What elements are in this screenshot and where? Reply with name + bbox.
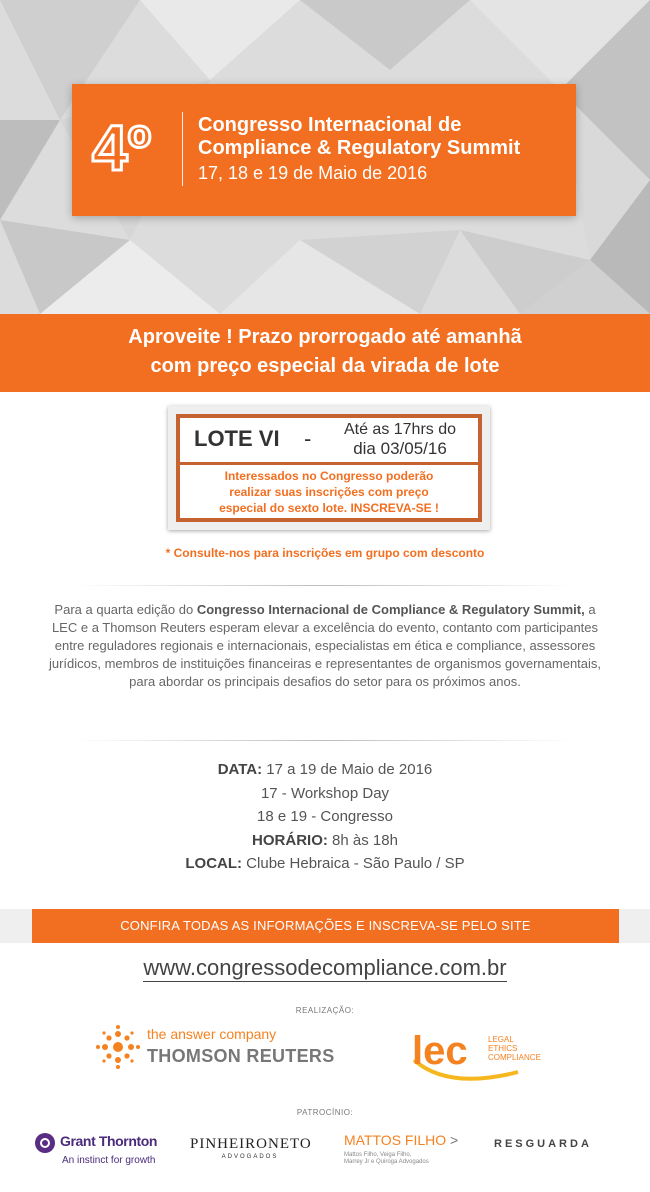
pinheiro-neto-logo[interactable] bbox=[190, 1128, 320, 1172]
pn-subtitle: ADVOGADOS bbox=[221, 1154, 279, 1160]
rs-name: RESGUARDA bbox=[494, 1138, 592, 1150]
event-dates: 17, 18 e 19 de Maio de 2016 bbox=[198, 163, 428, 183]
edition-number: 4º bbox=[92, 112, 151, 184]
promo-banner bbox=[0, 314, 650, 392]
chevron-right-icon: > bbox=[450, 1132, 459, 1148]
pn-name: PINHEIRONETO bbox=[190, 1136, 312, 1152]
realizacao-label: REALIZAÇÃO: bbox=[295, 1006, 355, 1015]
resguarda-logo[interactable] bbox=[494, 1128, 624, 1172]
mattos-filho-logo[interactable] bbox=[344, 1128, 474, 1172]
thomson-reuters-logo[interactable] bbox=[95, 1022, 335, 1072]
event-title-card bbox=[72, 84, 576, 216]
lec-line3: COMPLIANCE bbox=[488, 1053, 541, 1062]
title-divider bbox=[182, 112, 183, 186]
detail-time-value: 8h às 18h bbox=[327, 831, 398, 849]
group-discount-note: * Consulte-nos para inscrições em grupo com desconto bbox=[165, 546, 485, 560]
lote-separator bbox=[180, 462, 478, 465]
grant-thornton-icon bbox=[34, 1132, 56, 1154]
lote-deadline-line1: Até as 17hrs do bbox=[343, 421, 457, 438]
detail-location-label: LOCAL: bbox=[185, 855, 243, 872]
patrocinio-label: PATROCÍNIO: bbox=[296, 1108, 354, 1117]
lote-header bbox=[180, 418, 478, 460]
cta-button[interactable]: CONFIRA TODAS AS INFORMAÇÕES E INSCREVA-SE PELO SITE bbox=[32, 909, 619, 943]
event-details bbox=[0, 758, 650, 876]
mf-subtitle-line1: Mattos Filho, Veiga Filho, bbox=[344, 1152, 412, 1158]
lec-line2: ETHICS bbox=[488, 1044, 518, 1053]
hero-banner bbox=[0, 0, 650, 314]
mf-name-text: MATTOS FILHO bbox=[344, 1132, 447, 1148]
tr-tagline: the answer company bbox=[147, 1026, 277, 1042]
lote-label: LOTE VI bbox=[194, 426, 280, 451]
event-title-line2: Compliance & Regulatory Summit bbox=[198, 137, 521, 159]
edition-number-logo bbox=[90, 106, 180, 186]
thomson-reuters-icon bbox=[95, 1024, 141, 1070]
grant-thornton-logo[interactable] bbox=[34, 1128, 164, 1172]
intro-post: a LEC e a Thomson Reuters esperam elevar a excelência do evento, contanto com participantes entre reguladores regionais e internacionais, especialistas em ética e compliance, assessores jurídicos, membros de instituições financeiras e representantes de organismos governamentais, para abordar os principais desafios do setor para os próximos anos. bbox=[48, 602, 602, 689]
lec-logo[interactable] bbox=[408, 1020, 568, 1084]
mf-subtitle-line2: Marrey Jr e Quiroga Advogados bbox=[344, 1159, 429, 1165]
detail-date-label: DATA: bbox=[217, 761, 263, 778]
detail-congress: 18 e 19 - Congresso bbox=[257, 808, 393, 825]
lote-deadline bbox=[330, 420, 470, 458]
promo-line2: com preço especial da virada de lote bbox=[150, 355, 500, 377]
lote-body-line2: realizar suas inscrições com preço bbox=[229, 485, 429, 499]
lec-icon bbox=[408, 1020, 568, 1084]
lote-deadline-line2: dia 03/05/16 bbox=[353, 439, 447, 458]
lote-description bbox=[180, 468, 478, 516]
gt-name: Grant Thornton bbox=[60, 1133, 158, 1149]
intro-bold: Congresso Internacional de Compliance & Regulatory Summit, bbox=[196, 602, 585, 617]
intro-paragraph bbox=[40, 601, 610, 691]
lote-box bbox=[168, 406, 490, 530]
detail-time-label: HORÁRIO: bbox=[252, 831, 328, 849]
lote-body-line1: Interessados no Congresso poderão bbox=[224, 469, 434, 483]
lote-dash: - bbox=[304, 426, 312, 451]
detail-date-value: 17 a 19 de Maio de 2016 bbox=[262, 761, 433, 778]
detail-workshop: 17 - Workshop Day bbox=[260, 784, 390, 802]
website-link[interactable] bbox=[0, 955, 650, 981]
detail-time bbox=[0, 829, 650, 853]
lec-line1: LEGAL bbox=[488, 1035, 514, 1044]
mf-name bbox=[344, 1132, 458, 1148]
divider-1 bbox=[75, 585, 575, 586]
promo-line1: Aproveite ! Prazo prorrogado até amanhã bbox=[128, 326, 522, 348]
website-url[interactable]: www.congressodecompliance.com.br bbox=[143, 955, 507, 980]
gt-tagline: An instinct for growth bbox=[62, 1155, 156, 1166]
detail-location bbox=[0, 852, 650, 876]
lote-body-line3: especial do sexto lote. INSCREVA-SE ! bbox=[219, 501, 439, 515]
divider-2 bbox=[75, 740, 575, 741]
tr-name: THOMSON REUTERS bbox=[147, 1046, 335, 1066]
lote-frame bbox=[176, 414, 482, 522]
lec-mark: lec bbox=[412, 1029, 468, 1073]
detail-location-value: Clube Hebraica - São Paulo / SP bbox=[242, 855, 465, 872]
mf-subtitle bbox=[344, 1152, 429, 1166]
intro-pre: Para a quarta edição do bbox=[54, 602, 197, 617]
detail-date bbox=[0, 758, 650, 782]
event-title-line1: Congresso Internacional de bbox=[198, 114, 462, 136]
